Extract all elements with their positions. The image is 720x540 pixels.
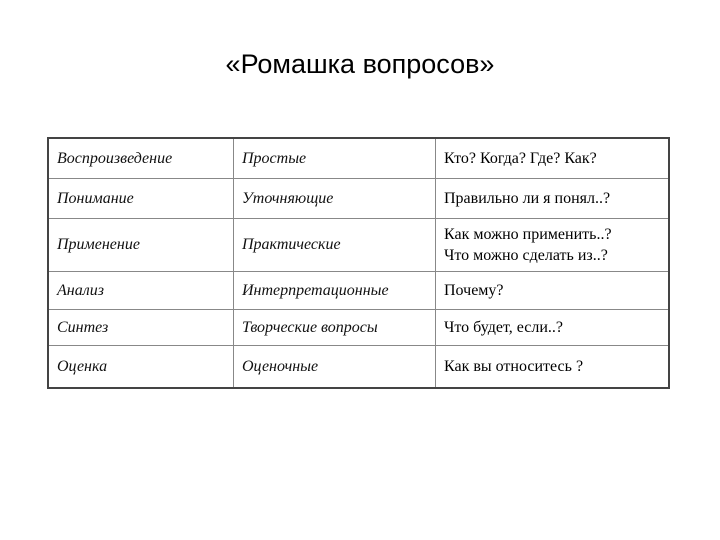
cell-question-type: Творческие вопросы	[234, 309, 436, 345]
cell-question-type: Практические	[234, 218, 436, 271]
example-line: Почему?	[444, 281, 504, 299]
cell-level: Понимание	[49, 178, 234, 218]
table-row	[49, 345, 668, 387]
cell-example	[436, 178, 669, 218]
cell-level: Применение	[49, 218, 234, 271]
cell-example	[436, 218, 669, 271]
example-line: Что можно сделать из..?	[444, 246, 608, 264]
cell-example	[436, 139, 669, 178]
cell-level: Воспроизведение	[49, 139, 234, 178]
example-line: Что будет, если..?	[444, 318, 563, 336]
cell-example	[436, 345, 669, 387]
cell-question-type: Простые	[234, 139, 436, 178]
table-row	[49, 178, 668, 218]
cell-level: Синтез	[49, 309, 234, 345]
cell-example	[436, 309, 669, 345]
cell-level: Оценка	[49, 345, 234, 387]
example-line: Как можно применить..?	[444, 225, 612, 243]
cell-question-type: Уточняющие	[234, 178, 436, 218]
cell-question-type: Интерпретационные	[234, 271, 436, 309]
cell-level: Анализ	[49, 271, 234, 309]
table-row	[49, 218, 668, 271]
example-line: Правильно ли я понял..?	[444, 189, 611, 207]
cell-question-type: Оценочные	[234, 345, 436, 387]
table-grid	[49, 139, 668, 387]
table-row	[49, 309, 668, 345]
question-types-table	[47, 137, 670, 389]
example-line: Кто? Когда? Где? Как?	[444, 149, 597, 167]
table-row	[49, 271, 668, 309]
example-line: Как вы относитесь ?	[444, 357, 584, 375]
slide-title: «Ромашка вопросов»	[225, 49, 495, 79]
cell-example	[436, 271, 669, 309]
table-row	[49, 139, 668, 178]
